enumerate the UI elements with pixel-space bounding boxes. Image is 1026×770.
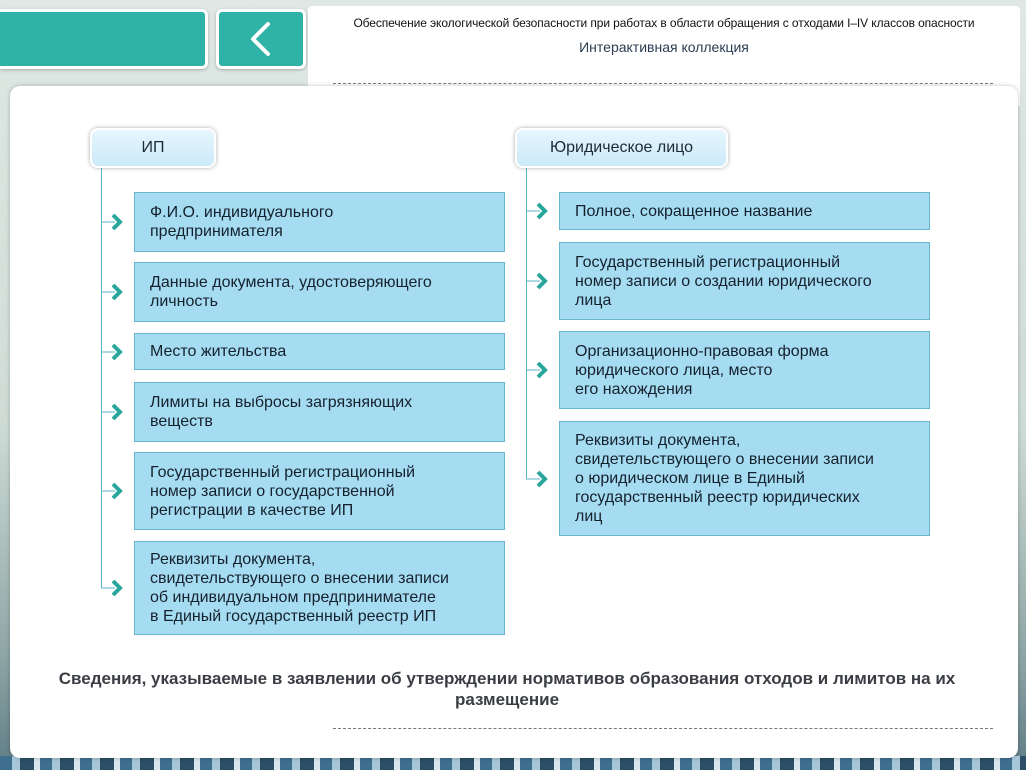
diagram-caption: Сведения, указываемые в заявлении об утверждении нормативов образования отходов и лимитов на их размещение [58, 669, 956, 709]
category-legal-entity[interactable]: Юридическое лицо [515, 128, 728, 168]
info-item [134, 192, 505, 252]
footer-divider [333, 728, 993, 729]
info-item [134, 262, 505, 322]
arrow-right-icon [101, 283, 129, 301]
arrow-right-icon [101, 213, 129, 231]
chevron-left-icon [248, 21, 274, 57]
arrow-right-icon [101, 482, 129, 500]
info-item-text: Организационно-правовая форма юридического лица, место его нахождения [575, 342, 829, 398]
info-item-text: Государственный регистрационный номер записи о создании юридического лица [575, 253, 872, 309]
arrow-right-icon [101, 403, 129, 421]
category-ip[interactable]: ИП [90, 128, 216, 168]
info-item-text: Государственный регистрационный номер записи о государственной регистрации в качестве ИП [150, 463, 415, 519]
arrow-right-icon [526, 470, 554, 488]
info-item [134, 333, 505, 370]
info-item [134, 541, 505, 635]
info-item-text: Реквизиты документа, свидетельствующего о внесении записи об индивидуальном предпринимателе в Единый государственный реестр ИП [150, 551, 449, 625]
arrow-right-icon [101, 579, 129, 597]
info-item-text: Полное, сокращенное название [575, 202, 813, 220]
info-item [559, 331, 930, 409]
course-title: Обеспечение экологической безопасности при работах в области обращения с отходами I–IV классов опасности [353, 16, 975, 30]
info-item-text: Ф.И.О. индивидуального предпринимателя [150, 204, 334, 240]
nav-bar [0, 9, 208, 69]
header-divider [333, 83, 993, 84]
info-item-text: Реквизиты документа, свидетельствующего о внесении записи о юридическом лице в Единый государственный реестр юридических лиц [575, 432, 874, 525]
tree-connector [101, 168, 102, 588]
arrow-right-icon [526, 361, 554, 379]
info-item [559, 242, 930, 320]
info-item-text: Лимиты на выбросы загрязняющих веществ [150, 394, 413, 430]
arrow-right-icon [101, 343, 129, 361]
back-button[interactable] [216, 9, 306, 69]
info-item-text: Место жительства [150, 343, 287, 360]
info-item-text: Данные документа, удостоверяющего личность [150, 274, 432, 310]
info-item [134, 452, 505, 530]
info-item [559, 192, 930, 230]
info-item [134, 382, 505, 442]
collection-label: Интерактивная коллекция [579, 39, 749, 55]
arrow-right-icon [526, 202, 554, 220]
background-decor [0, 756, 1026, 770]
arrow-right-icon [526, 272, 554, 290]
info-item [559, 421, 930, 536]
